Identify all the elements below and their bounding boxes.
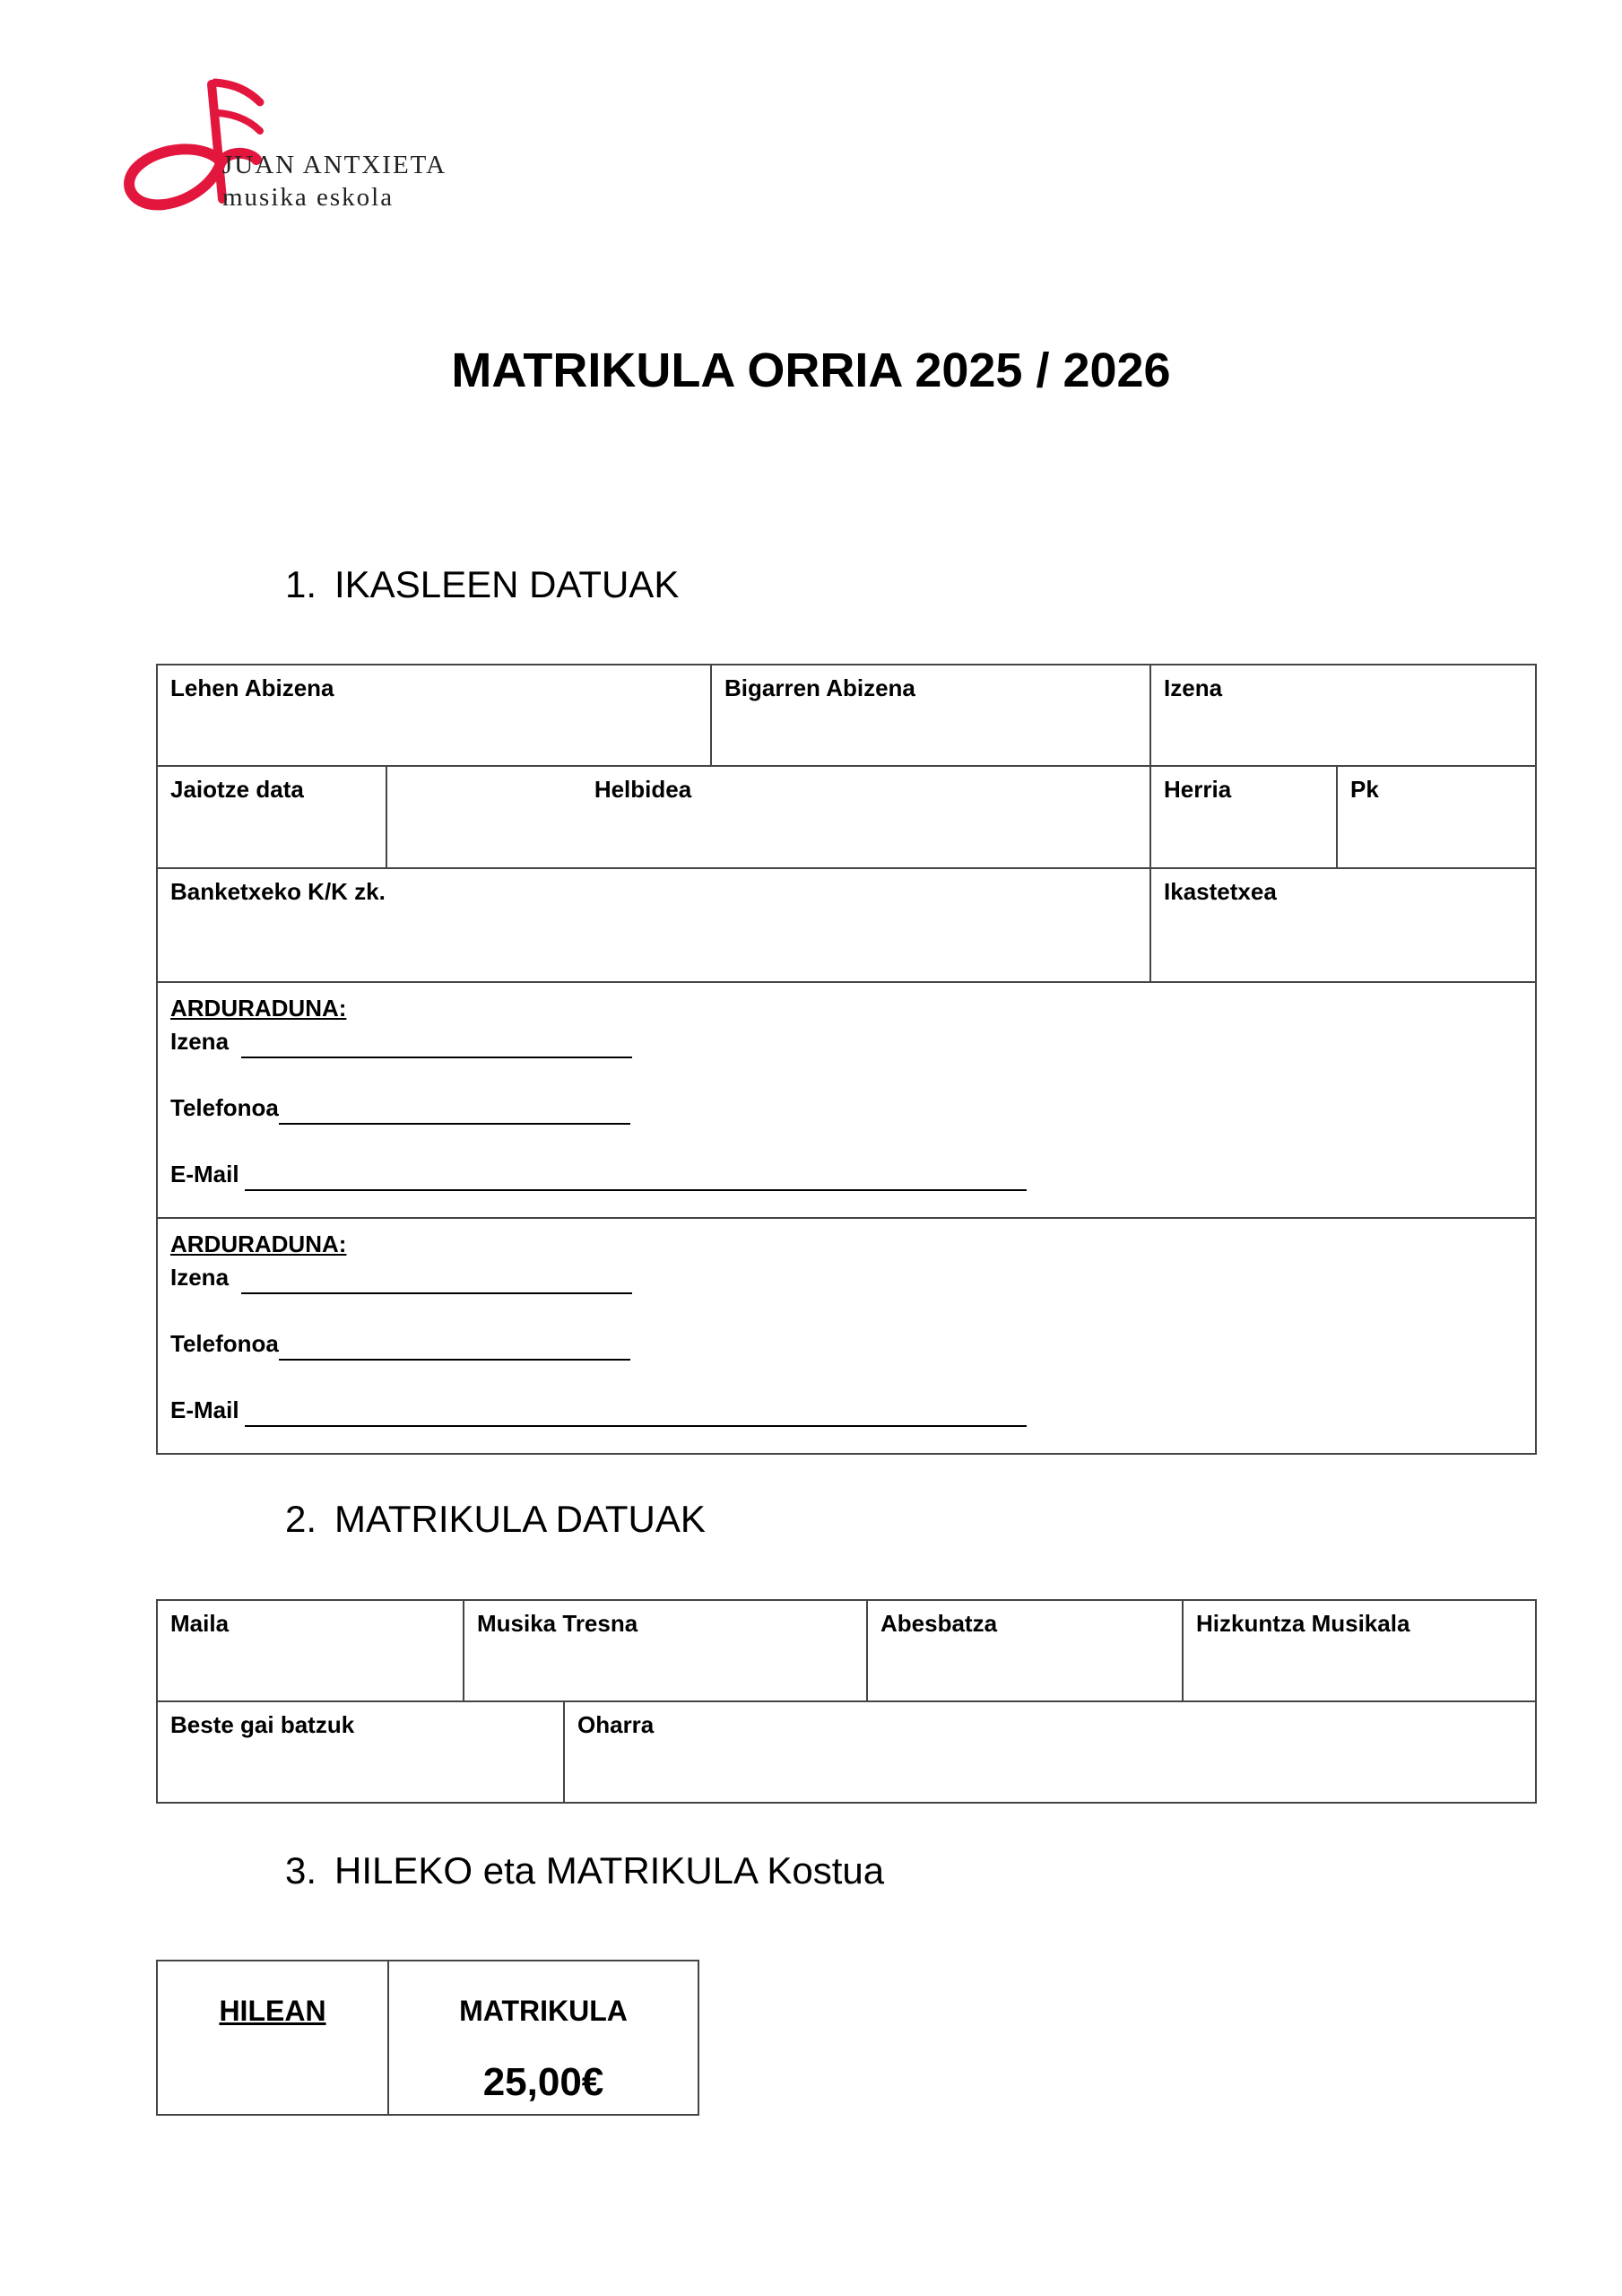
section-2-heading — [285, 1498, 706, 1541]
guardian-1-phone-label: Telefonoa — [170, 1094, 279, 1121]
section-2-number: 2. — [285, 1498, 317, 1540]
guardian-1-name-line[interactable] — [241, 1030, 632, 1058]
section-1-title: IKASLEEN DATUAK — [334, 563, 680, 605]
monthly-cost-cell — [157, 1961, 388, 2115]
section-3-number: 3. — [285, 1849, 317, 1892]
guardian-1-email-label: E-Mail — [170, 1161, 239, 1187]
guardian-1-name-label: Izena — [170, 1028, 230, 1055]
cost-table — [156, 1960, 699, 2116]
guardian-2-header: ARDURADUNA: — [170, 1231, 347, 1257]
field-level[interactable]: Maila — [157, 1600, 464, 1701]
logo-text-line2: musika eskola — [222, 183, 395, 212]
field-first-surname[interactable]: Lehen Abizena — [157, 665, 711, 766]
field-instrument[interactable]: Musika Tresna — [464, 1600, 867, 1701]
registration-label: MATRIKULA — [459, 1995, 628, 2027]
guardian-1-phone-line[interactable] — [279, 1096, 630, 1125]
page-title: MATRIKULA ORRIA 2025 / 2026 — [451, 344, 1171, 397]
guardian-2-email-label: E-Mail — [170, 1396, 239, 1423]
registration-cost-cell — [388, 1961, 698, 2115]
registration-data-table — [156, 1599, 1537, 1804]
logo-text-line1: JUAN ANTXIETA — [222, 151, 447, 179]
guardian-2-phone-line[interactable] — [279, 1332, 630, 1361]
guardian-2-name-line[interactable] — [241, 1265, 632, 1294]
guardian-2-name-label: Izena — [170, 1264, 230, 1291]
section-3-title: HILEKO eta MATRIKULA Kostua — [334, 1849, 885, 1892]
guardian-1-email-line[interactable] — [245, 1162, 1027, 1191]
guardian-2-phone-label: Telefonoa — [170, 1330, 279, 1357]
field-notes[interactable]: Oharra — [564, 1701, 1536, 1803]
guardian-block-1 — [157, 982, 1536, 1218]
guardian-2-email-line[interactable] — [245, 1398, 1027, 1427]
field-other-subjects[interactable]: Beste gai batzuk — [157, 1701, 564, 1803]
section-1-heading — [285, 563, 679, 606]
guardian-1-header: ARDURADUNA: — [170, 995, 347, 1022]
section-2-title: MATRIKULA DATUAK — [334, 1498, 706, 1540]
field-birth-date[interactable]: Jaiotze data — [157, 766, 386, 868]
section-1-number: 1. — [285, 563, 317, 605]
field-music-language[interactable]: Hizkuntza Musikala — [1183, 1600, 1536, 1701]
field-bank-account[interactable]: Banketxeko K/K zk. — [157, 868, 1150, 982]
field-postal-code[interactable]: Pk — [1337, 766, 1536, 868]
field-school[interactable]: Ikastetxea — [1150, 868, 1536, 982]
section-3-heading — [285, 1849, 884, 1892]
field-address[interactable]: Helbidea — [386, 766, 1150, 868]
monthly-label: HILEAN — [219, 1995, 326, 2027]
field-town[interactable]: Herria — [1150, 766, 1337, 868]
guardian-block-2 — [157, 1218, 1536, 1454]
student-data-table — [156, 664, 1537, 1455]
registration-price: 25,00€ — [482, 2060, 604, 2104]
field-choir[interactable]: Abesbatza — [867, 1600, 1183, 1701]
field-name[interactable]: Izena — [1150, 665, 1536, 766]
field-second-surname[interactable]: Bigarren Abizena — [711, 665, 1150, 766]
